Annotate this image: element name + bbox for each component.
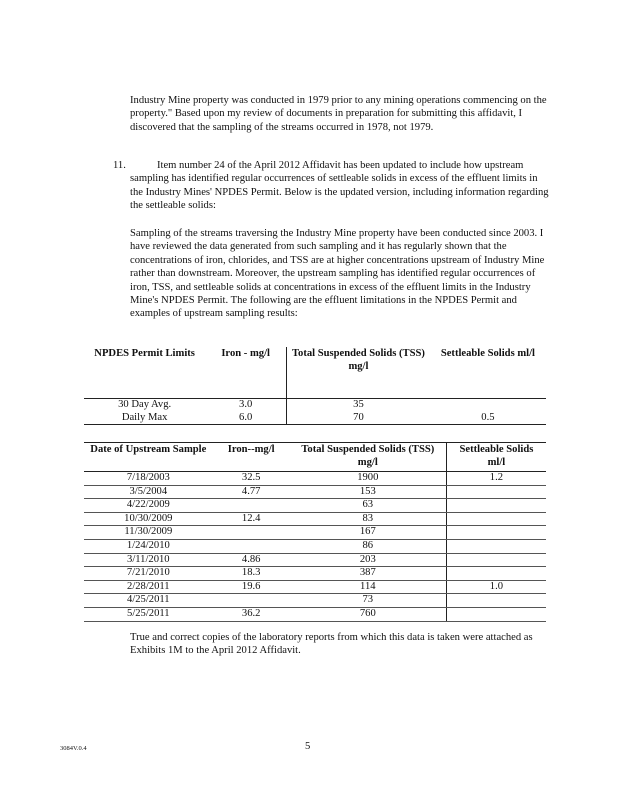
page-number: 5 [305, 741, 311, 752]
limit-tss: 70 [287, 412, 430, 425]
sample-date: 2/28/2011 [84, 580, 213, 594]
sample-date: 11/30/2009 [84, 526, 213, 540]
header-npdes-limits: NPDES Permit Limits [94, 348, 195, 359]
limit-settleable [430, 399, 546, 412]
header-tss: Total Suspended Solids (TSS) mg/l [301, 444, 435, 468]
settleable-value [446, 512, 546, 526]
tss-value: 1900 [290, 472, 447, 486]
paragraph-continuation: Industry Mine property was conducted in 1979 prior to any mining operations commencing on the property." Based upon my review of documents in preparation for submitting this affidavit, I discovered that the sampling of the streams occurred in 1978, not 1979. [130, 95, 547, 133]
tss-value: 760 [290, 607, 447, 621]
settleable-value: 1.2 [446, 472, 546, 486]
table-header-row [84, 347, 546, 399]
updated-item-24-block: Sampling of the streams traversing the Industry Mine property have been conducted since 2003. I have reviewed the data generated from such sampling and it has regularly shown that the concentrations of iron, chlorides, and TSS are at higher concentrations upstream of Industry Mine rather than downstream. Moreover, the upstream sampling has identified regular occurrences of iron, TSS, and settleable solids at concentrations in excess of the effluent limits in the Industry Mine's NPDES Permit. The following are the effluent limitations in the NPDES Permit and examples of upstream sampling results: [130, 228, 545, 320]
iron-value [213, 539, 290, 553]
item-11-paragraph: Item number 24 of the April 2012 Affidavit has been updated to include how upstream sampling has identified regular occurrences of settleable solids in excess of the effluent limits in the Industry Mines' NPDES Permit. Below is the updated version, including information regarding the settleable solids: [130, 160, 549, 212]
sample-date: 4/25/2011 [84, 594, 213, 608]
header-iron: Iron - mg/l [221, 348, 270, 359]
item-11-number: 11. [113, 160, 126, 171]
tss-value: 203 [290, 553, 447, 567]
iron-value: 19.6 [213, 580, 290, 594]
iron-value: 12.4 [213, 512, 290, 526]
sample-date: 4/22/2009 [84, 499, 213, 513]
sample-date: 3/5/2004 [84, 485, 213, 499]
header-tss: Total Suspended Solids (TSS) mg/l [287, 347, 430, 399]
table-row [84, 553, 546, 567]
table-row [84, 607, 546, 621]
limit-label: Daily Max [121, 411, 168, 423]
header-sample-date: Date of Upstream Sample [90, 444, 207, 455]
table-row [84, 399, 546, 412]
settleable-value [446, 539, 546, 553]
table-row [84, 499, 546, 513]
sample-date: 3/11/2010 [84, 553, 213, 567]
sample-date: 10/30/2009 [84, 512, 213, 526]
iron-value: 32.5 [213, 472, 290, 486]
limit-tss: 35 [287, 399, 430, 412]
tss-value: 83 [290, 512, 447, 526]
settleable-value [446, 567, 546, 581]
table-row [84, 485, 546, 499]
limit-iron: 6.0 [239, 411, 253, 423]
tss-value: 114 [290, 580, 447, 594]
tss-value: 153 [290, 485, 447, 499]
table-row [84, 580, 546, 594]
table-row [84, 567, 546, 581]
iron-value: 36.2 [213, 607, 290, 621]
table-row [84, 512, 546, 526]
settleable-value [446, 499, 546, 513]
exhibit-reference-paragraph: True and correct copies of the laboratory reports from which this data is taken were attached as Exhibits 1M to the April 2012 Affidavit. [130, 632, 533, 657]
settleable-value [446, 485, 546, 499]
sample-date: 7/21/2010 [84, 567, 213, 581]
iron-value: 18.3 [213, 567, 290, 581]
iron-value: 4.86 [213, 553, 290, 567]
header-settleable: Settleable Solids ml/l [440, 348, 535, 359]
settleable-value [446, 594, 546, 608]
upstream-sampling-table [84, 442, 546, 622]
iron-value [213, 526, 290, 540]
table-row [84, 526, 546, 540]
limit-label: 30 Day Avg. [118, 399, 172, 410]
tss-value: 86 [290, 539, 447, 553]
sample-date: 5/25/2011 [84, 607, 213, 621]
iron-value [213, 499, 290, 513]
iron-value: 4.77 [213, 485, 290, 499]
table-header-row [84, 443, 546, 472]
tss-value: 167 [290, 526, 447, 540]
settleable-value [446, 553, 546, 567]
settleable-value [446, 526, 546, 540]
table-row [84, 539, 546, 553]
npdes-limits-table [84, 347, 546, 425]
limit-iron: 3.0 [239, 399, 253, 410]
iron-value [213, 594, 290, 608]
table-row [84, 412, 546, 425]
table-row [84, 594, 546, 608]
tss-value: 63 [290, 499, 447, 513]
header-settleable: Settleable Solids ml/l [446, 443, 546, 472]
settleable-value: 1.0 [446, 580, 546, 594]
limit-settleable: 0.5 [481, 411, 495, 423]
document-id: 3084V.0.4 [60, 745, 87, 752]
tss-value: 387 [290, 567, 447, 581]
settleable-value [446, 607, 546, 621]
sample-date: 1/24/2010 [84, 539, 213, 553]
header-iron: Iron--mg/l [227, 444, 275, 455]
sample-date: 7/18/2003 [84, 472, 213, 486]
tss-value: 73 [290, 594, 447, 608]
table-row [84, 472, 546, 486]
